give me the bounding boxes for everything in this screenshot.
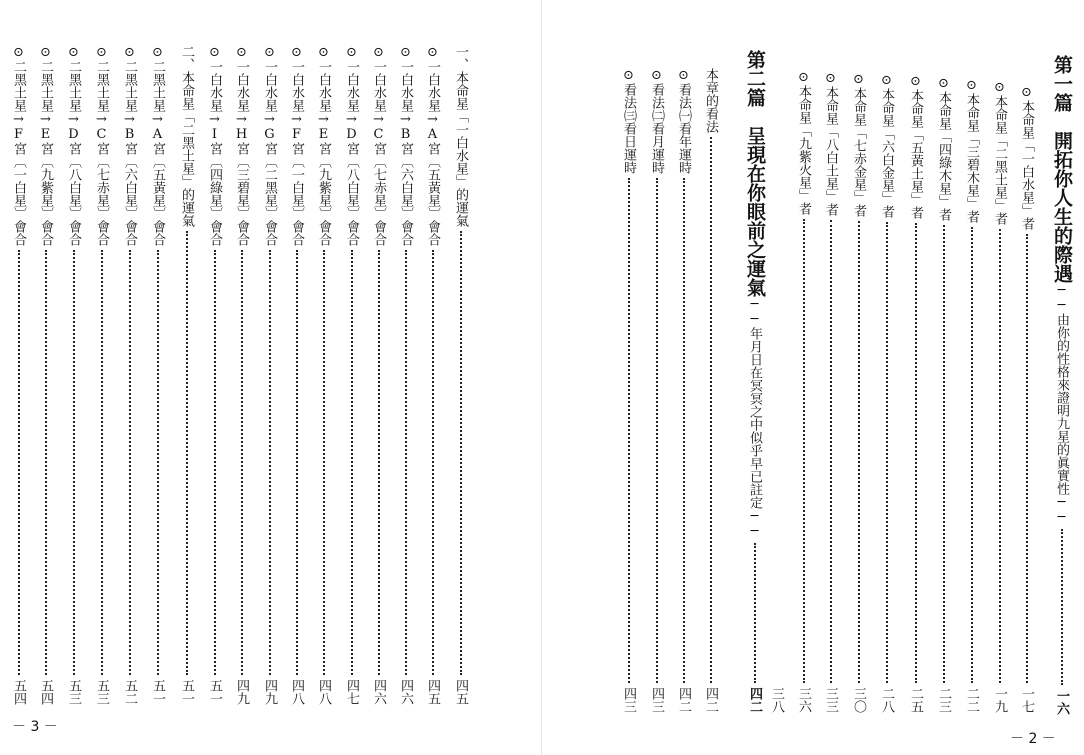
- toc-entry-page: 四六: [371, 679, 386, 705]
- toc-entry-page: 五一: [179, 679, 194, 705]
- toc-entry: [12, 45, 25, 705]
- toc-entry-page: 四七: [344, 679, 359, 705]
- toc-entry: [67, 45, 80, 705]
- toc-entry-page: 二三: [936, 687, 951, 713]
- toc-entry-page: 五四: [38, 679, 53, 705]
- part-page: 一六: [1054, 689, 1069, 715]
- toc-entry-text: ⊙一白水星→A宮〔五黃星〕會合: [425, 45, 440, 246]
- toc-entry-page: 四三: [649, 687, 664, 713]
- toc-entry-text: ⊙看法㈠看年運時: [676, 68, 691, 174]
- toc-entry-page: 五三: [66, 679, 81, 705]
- leader-dots: [269, 250, 271, 675]
- toc-entry-page: 四五: [425, 679, 440, 705]
- toc-entry-text: 一、本命星「一白水星」的運氣: [453, 45, 468, 227]
- toc-entry: [880, 73, 893, 713]
- toc-entry-text: ⊙本命星「八白土星」者: [823, 71, 838, 216]
- toc-entry-text: ⊙二黑土星→A宮〔五黃星〕會合: [150, 45, 165, 246]
- part-subtitle: ──年月日在冥冥之中似乎早已註定──: [747, 297, 762, 539]
- leader-dots: [405, 250, 407, 675]
- toc-entry-text: ⊙看法㈢看日運時: [621, 68, 636, 174]
- toc-entry: [95, 45, 108, 705]
- leader-dots: [129, 250, 131, 675]
- toc-entry-text: ⊙一白水星→H宮〔三碧星〕會合: [234, 45, 249, 246]
- page-gutter: [541, 0, 542, 755]
- toc-entry-page: 二八: [879, 687, 894, 713]
- toc-entry-page: 五二: [122, 679, 137, 705]
- toc-entry: [909, 74, 922, 713]
- leader-dots: [351, 250, 353, 675]
- leader-dots: [858, 221, 860, 683]
- toc-entry-text: ⊙本命星「六白金星」者: [879, 73, 894, 218]
- toc-entry-text: ⊙二黑土星→D宮〔八白星〕會合: [66, 45, 81, 246]
- leader-dots: [323, 250, 325, 675]
- toc-entry: [123, 45, 136, 705]
- toc-entry-page: 四九: [234, 679, 249, 705]
- toc-entry: [39, 45, 52, 705]
- leader-dots: [460, 231, 462, 675]
- toc-entry-page: 四八: [316, 679, 331, 705]
- toc-entry-text: ⊙本命星「三碧木星」者: [964, 78, 979, 223]
- toc-entry-page: 二五: [908, 687, 923, 713]
- leader-dots: [45, 250, 47, 675]
- toc-entry-text: ⊙看法㈡看月運時: [649, 68, 664, 174]
- toc-entry-page: 四五: [453, 679, 468, 705]
- toc-entry: [426, 45, 439, 705]
- toc-entry-text: ⊙二黑土星→F宮〔一白星〕會合: [11, 45, 26, 246]
- leader-dots: [378, 250, 380, 675]
- leader-dots: [830, 220, 832, 683]
- toc-entry-page: 一九: [992, 687, 1007, 713]
- toc-entry-text: ⊙一白水星→C宮〔七赤星〕會合: [371, 45, 386, 246]
- toc-entry-page: 四六: [398, 679, 413, 705]
- toc-entry-page: 一七: [1019, 687, 1034, 713]
- leader-dots: [754, 543, 756, 683]
- toc-entry: [399, 45, 412, 705]
- toc-entry-text: ⊙一白水星→G宮〔二黑星〕會合: [262, 45, 277, 246]
- toc-entry: [345, 45, 358, 705]
- leader-dots: [656, 178, 658, 683]
- toc-entry: [263, 45, 276, 705]
- part-title: 第一篇 開拓你人生的際遇: [1051, 55, 1073, 283]
- part-heading: [745, 50, 764, 713]
- toc-entry-text: ⊙一白水星→B宮〔六白星〕會合: [398, 45, 413, 246]
- toc-entry-page: 五四: [11, 679, 26, 705]
- leader-dots: [214, 250, 216, 675]
- leader-dots: [1061, 529, 1063, 685]
- part-page: 四二: [747, 687, 762, 713]
- page-number: － 3 －: [12, 719, 58, 735]
- toc-entry-page: 五三: [94, 679, 109, 705]
- toc-entry: [290, 45, 303, 705]
- toc-entry: [650, 68, 663, 713]
- toc-entry: [824, 71, 837, 713]
- leader-dots: [101, 250, 103, 675]
- toc-entry-text: ⊙一白水星→D宮〔八白星〕會合: [344, 45, 359, 246]
- toc-entry-page: 三三: [823, 687, 838, 713]
- toc-entry: [235, 45, 248, 705]
- toc-entry-text: 二、本命星「二黑土星」的運氣: [179, 45, 194, 227]
- toc-entry: [454, 45, 467, 705]
- toc-entry-page: 四三: [621, 687, 636, 713]
- toc-entry-text: ⊙本命星「七赤金星」者: [851, 72, 866, 217]
- toc-entry: [317, 45, 330, 705]
- toc-entry-page-only: [770, 670, 783, 713]
- toc-entry-text: ⊙一白水星→F宮〔一白星〕會合: [289, 45, 304, 246]
- leader-dots: [803, 219, 805, 683]
- toc-entry: [622, 68, 635, 713]
- toc-entry: [993, 80, 1006, 713]
- leader-dots: [432, 250, 434, 675]
- toc-entry: [937, 76, 950, 713]
- toc-entry: [797, 70, 810, 713]
- leader-dots: [971, 227, 973, 683]
- toc-entry-text: ⊙本命星「九紫火星」者: [796, 70, 811, 215]
- toc-entry: [965, 78, 978, 713]
- leader-dots: [241, 250, 243, 675]
- toc-entry-page: 三〇: [851, 687, 866, 713]
- leader-dots: [886, 222, 888, 683]
- leader-dots: [1026, 234, 1028, 683]
- part-subtitle: ──由你的性格來證明九星的眞實性──: [1054, 283, 1069, 525]
- leader-dots: [915, 223, 917, 683]
- part-title: 第二篇 呈現在你眼前之運氣: [744, 50, 766, 297]
- page-number: － 2 －: [1010, 731, 1056, 747]
- toc-entry-text: 本章的看法: [703, 68, 718, 133]
- toc-entry-text: ⊙二黑土星→C宮〔七赤星〕會合: [94, 45, 109, 246]
- toc-entry-page: 三六: [796, 687, 811, 713]
- leader-dots: [628, 178, 630, 683]
- toc-entry: [677, 68, 690, 713]
- toc-entry-text: ⊙二黑土星→E宮〔九紫星〕會合: [38, 45, 53, 246]
- toc-entry-text: ⊙一白水星→I宮〔四綠星〕會合: [207, 45, 222, 246]
- toc-entry-text: ⊙本命星「一白水星」者: [1019, 85, 1034, 230]
- toc-entry-text: ⊙本命星「四綠木星」者: [936, 76, 951, 221]
- toc-entry: [151, 45, 164, 705]
- leader-dots: [157, 250, 159, 675]
- toc-entry-page: 四二: [703, 687, 718, 713]
- leader-dots: [999, 229, 1001, 683]
- toc-entry-text: ⊙二黑土星→B宮〔六白星〕會合: [122, 45, 137, 246]
- toc-entry-page: 四八: [289, 679, 304, 705]
- toc-entry-page: 三八: [769, 687, 784, 713]
- leader-dots: [683, 178, 685, 683]
- toc-entry: [180, 45, 193, 705]
- toc-entry: [372, 45, 385, 705]
- toc-entry: [208, 45, 221, 705]
- leader-dots: [18, 250, 20, 675]
- leader-dots: [943, 225, 945, 683]
- toc-entry-page: 五一: [150, 679, 165, 705]
- toc-entry-page: 四二: [676, 687, 691, 713]
- leader-dots: [296, 250, 298, 675]
- toc-entry: [1020, 85, 1033, 713]
- toc-entry-page: 四九: [262, 679, 277, 705]
- leader-dots: [73, 250, 75, 675]
- toc-entry: [852, 72, 865, 713]
- toc-entry-text: ⊙本命星「二黑土星」者: [992, 80, 1007, 225]
- toc-entry-text: ⊙本命星「五黃土星」者: [908, 74, 923, 219]
- leader-dots: [186, 231, 188, 675]
- toc-entry-page: 五一: [207, 679, 222, 705]
- toc-entry-text: ⊙一白水星→E宮〔九紫星〕會合: [316, 45, 331, 246]
- part-heading: [1052, 55, 1071, 715]
- leader-dots: [710, 137, 712, 683]
- toc-entry-page: 二二: [964, 687, 979, 713]
- toc-entry: [704, 68, 717, 713]
